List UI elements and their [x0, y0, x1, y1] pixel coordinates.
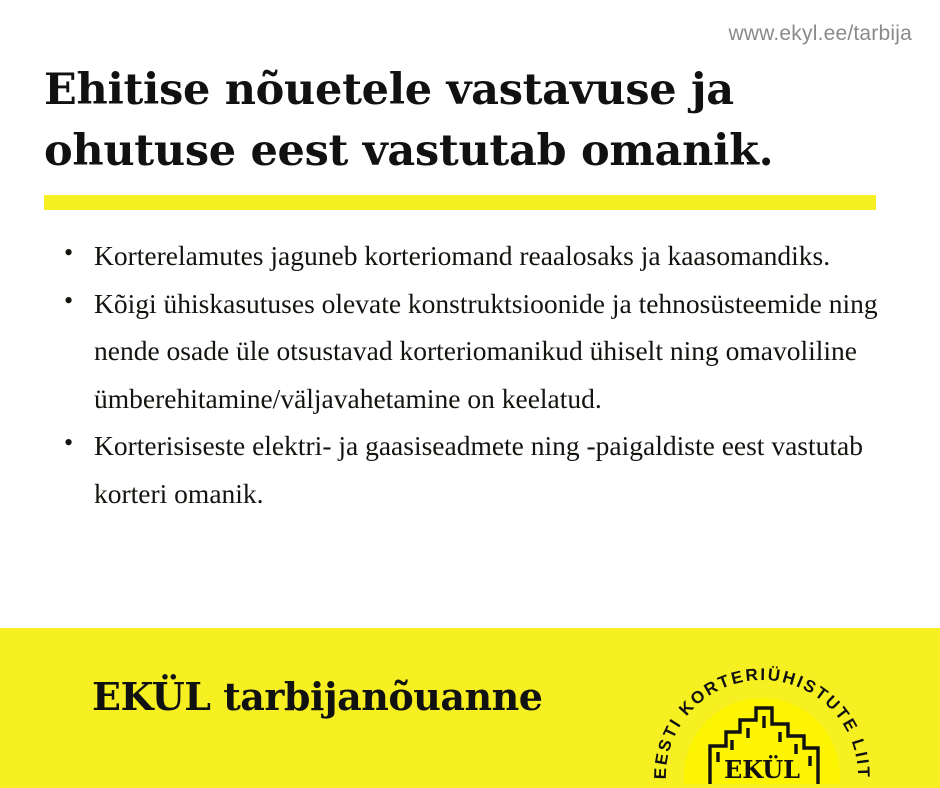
bullet-list — [52, 232, 902, 517]
list-item: • Korterelamutes jaguneb korteriomand reaalosaks ja kaasomandiks. — [52, 232, 902, 280]
logo-arc-text: EESTI KORTERIÜHISTUTE LIIT — [650, 664, 874, 780]
ekyl-logo — [648, 636, 876, 784]
website-url-label: www.ekyl.ee/tarbija — [728, 22, 912, 45]
list-item: • Korterisiseste elektri- ja gaasiseadmete ning -paigaldiste eest vastutab korteri omanik. — [52, 422, 902, 517]
footer-title: EKÜL tarbijanõuanne — [92, 674, 543, 719]
page-title: Ehitise nõuetele vastavuse ja ohutuse eest vastutab omanik. — [44, 65, 774, 177]
title-highlight-bar — [44, 195, 876, 210]
logo-mark-label: EKÜL — [723, 755, 801, 784]
footer-band — [0, 628, 940, 788]
list-item: • Kõigi ühiskasutuses olevate konstruktsioonide ja tehnosüsteemide ning nende osade üle otsustavad korteriomanikud ühiselt ning omavoliline ümberehitamine/väljavahetamine on keelatud. — [52, 280, 902, 423]
